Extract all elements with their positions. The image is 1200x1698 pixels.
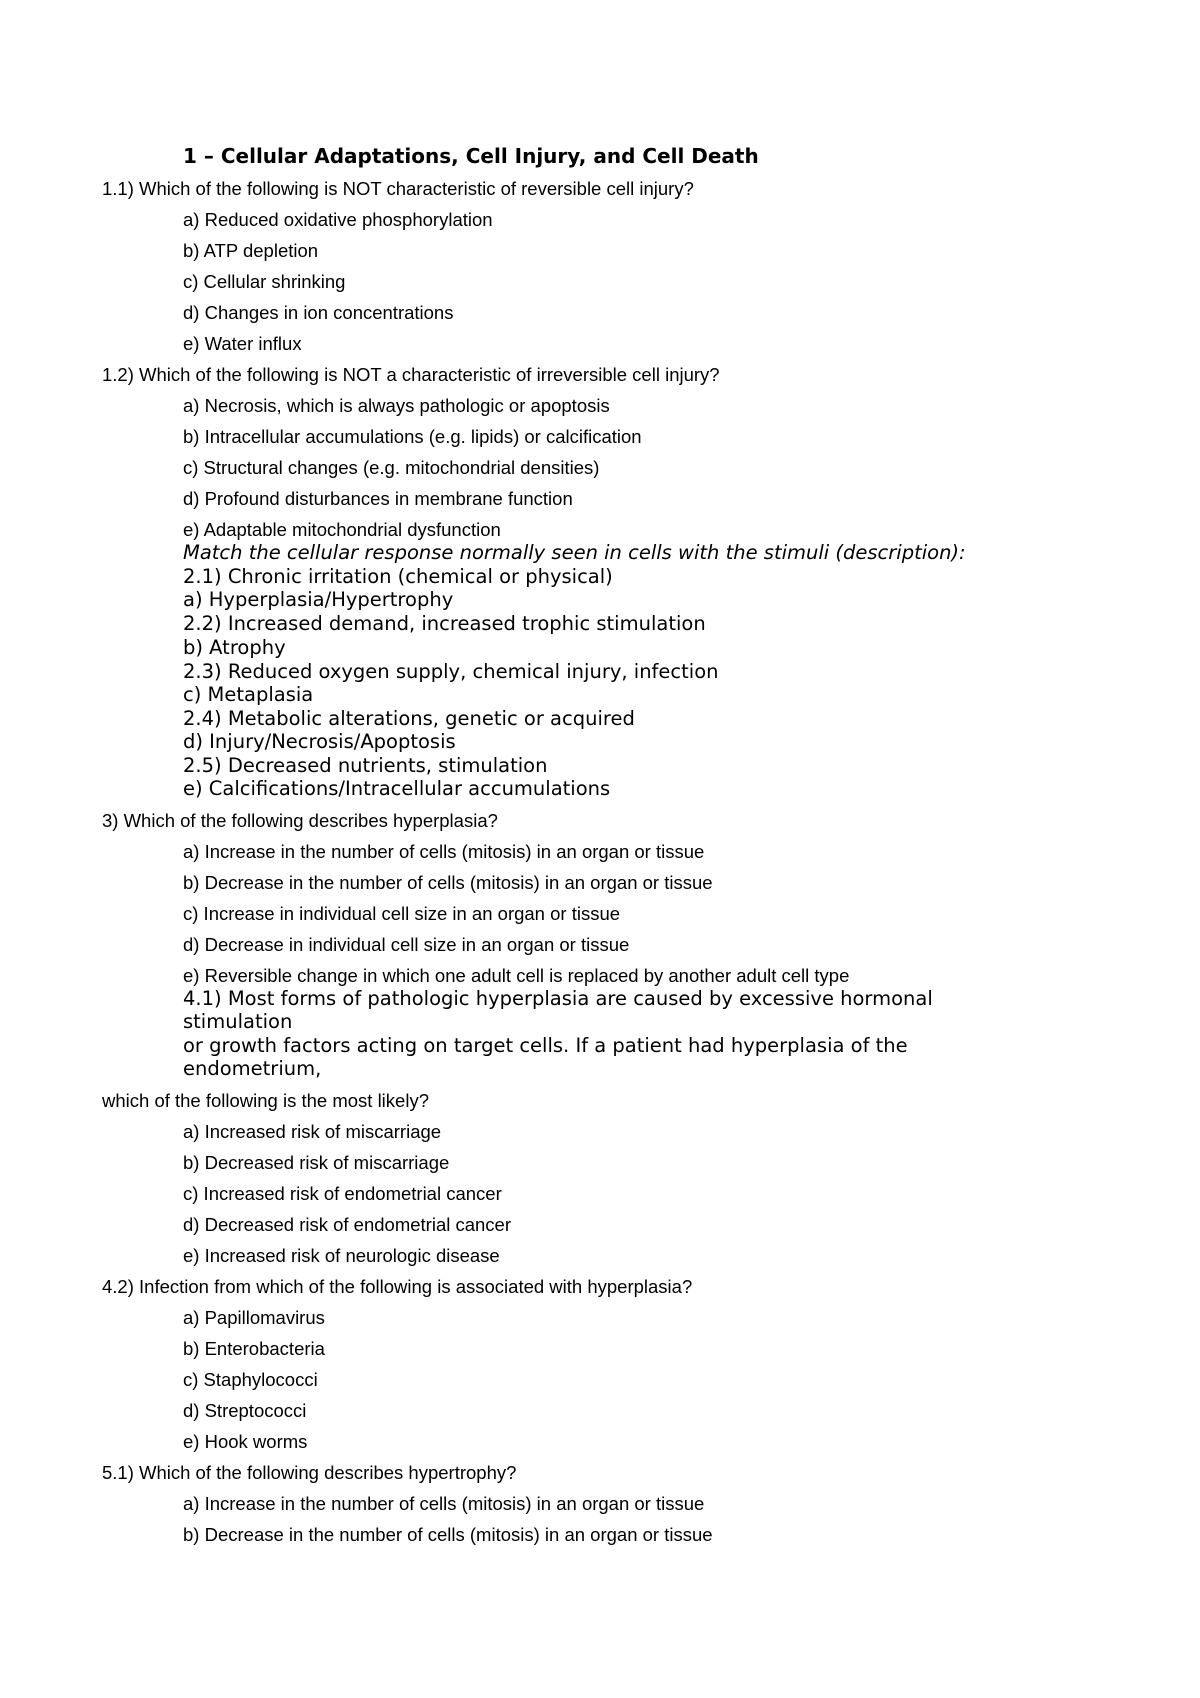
match-line: 2.1) Chronic irritation (chemical or physical) (183, 565, 613, 588)
question-1-1: 1.1) Which of the following is NOT characteristic of reversible cell injury? (102, 178, 694, 199)
q1-1-option-e: e) Water influx (183, 333, 302, 354)
q4-2-option-b: b) Enterobacteria (183, 1338, 325, 1359)
question-4-2: 4.2) Infection from which of the following is associated with hyperplasia? (102, 1276, 693, 1297)
q3-option-a: a) Increase in the number of cells (mitosis) in an organ or tissue (183, 841, 705, 862)
q3-option-d: d) Decrease in individual cell size in an organ or tissue (183, 934, 630, 955)
q3-option-b: b) Decrease in the number of cells (mitosis) in an organ or tissue (183, 872, 713, 893)
q1-1-option-b: b) ATP depletion (183, 240, 319, 261)
match-instruction: Match the cellular response normally seen in cells with the stimuli (description): (183, 541, 966, 564)
question-3: 3) Which of the following describes hyperplasia? (102, 810, 498, 831)
q1-2-option-b: b) Intracellular accumulations (e.g. lipids) or calcification (183, 426, 642, 447)
match-line: a) Hyperplasia/Hypertrophy (183, 588, 454, 611)
question-5-1: 5.1) Which of the following describes hypertrophy? (102, 1462, 517, 1483)
q4-2-option-a: a) Papillomavirus (183, 1307, 325, 1328)
match-line: d) Injury/Necrosis/Apoptosis (183, 730, 456, 753)
document-title: 1 – Cellular Adaptations, Cell Injury, and Cell Death (183, 144, 759, 168)
q4-1-option-c: c) Increased risk of endometrial cancer (183, 1183, 502, 1204)
q4-1-option-e: e) Increased risk of neurologic disease (183, 1245, 500, 1266)
q1-1-option-a: a) Reduced oxidative phosphorylation (183, 209, 493, 230)
q1-2-option-a: a) Necrosis, which is always pathologic or apoptosis (183, 395, 610, 416)
q1-1-option-d: d) Changes in ion concentrations (183, 302, 454, 323)
q4-2-option-e: e) Hook worms (183, 1431, 308, 1452)
match-line: 2.2) Increased demand, increased trophic stimulation (183, 612, 706, 635)
match-line: c) Metaplasia (183, 683, 314, 706)
q3-option-e: e) Reversible change in which one adult cell is replaced by another adult cell type (183, 965, 850, 986)
q4-2-option-d: d) Streptococci (183, 1400, 307, 1421)
q4-2-option-c: c) Staphylococci (183, 1369, 318, 1390)
q5-1-option-b: b) Decrease in the number of cells (mitosis) in an organ or tissue (183, 1524, 713, 1545)
q1-2-option-d: d) Profound disturbances in membrane function (183, 488, 573, 509)
q4-1-option-b: b) Decreased risk of miscarriage (183, 1152, 450, 1173)
question-4-1-line: endometrium, (183, 1057, 322, 1080)
q1-2-option-c: c) Structural changes (e.g. mitochondrial densities) (183, 457, 600, 478)
question-4-1-line: stimulation (183, 1010, 293, 1033)
q4-1-option-a: a) Increased risk of miscarriage (183, 1121, 442, 1142)
match-line: 2.3) Reduced oxygen supply, chemical injury, infection (183, 660, 719, 683)
match-line: 2.4) Metabolic alterations, genetic or acquired (183, 707, 635, 730)
question-4-1-end: which of the following is the most likely? (102, 1090, 429, 1111)
question-1-2: 1.2) Which of the following is NOT a characteristic of irreversible cell injury? (102, 364, 720, 385)
question-4-1-line: or growth factors acting on target cells. If a patient had hyperplasia of the (183, 1034, 908, 1057)
q5-1-option-a: a) Increase in the number of cells (mitosis) in an organ or tissue (183, 1493, 705, 1514)
question-4-1-line: 4.1) Most forms of pathologic hyperplasia are caused by excessive hormonal (183, 987, 933, 1010)
match-line: 2.5) Decreased nutrients, stimulation (183, 754, 548, 777)
q4-1-option-d: d) Decreased risk of endometrial cancer (183, 1214, 512, 1235)
q3-option-c: c) Increase in individual cell size in an organ or tissue (183, 903, 621, 924)
q1-2-option-e: e) Adaptable mitochondrial dysfunction (183, 519, 501, 540)
q1-1-option-c: c) Cellular shrinking (183, 271, 346, 292)
match-line: e) Calcifications/Intracellular accumulations (183, 777, 611, 800)
match-line: b) Atrophy (183, 636, 286, 659)
